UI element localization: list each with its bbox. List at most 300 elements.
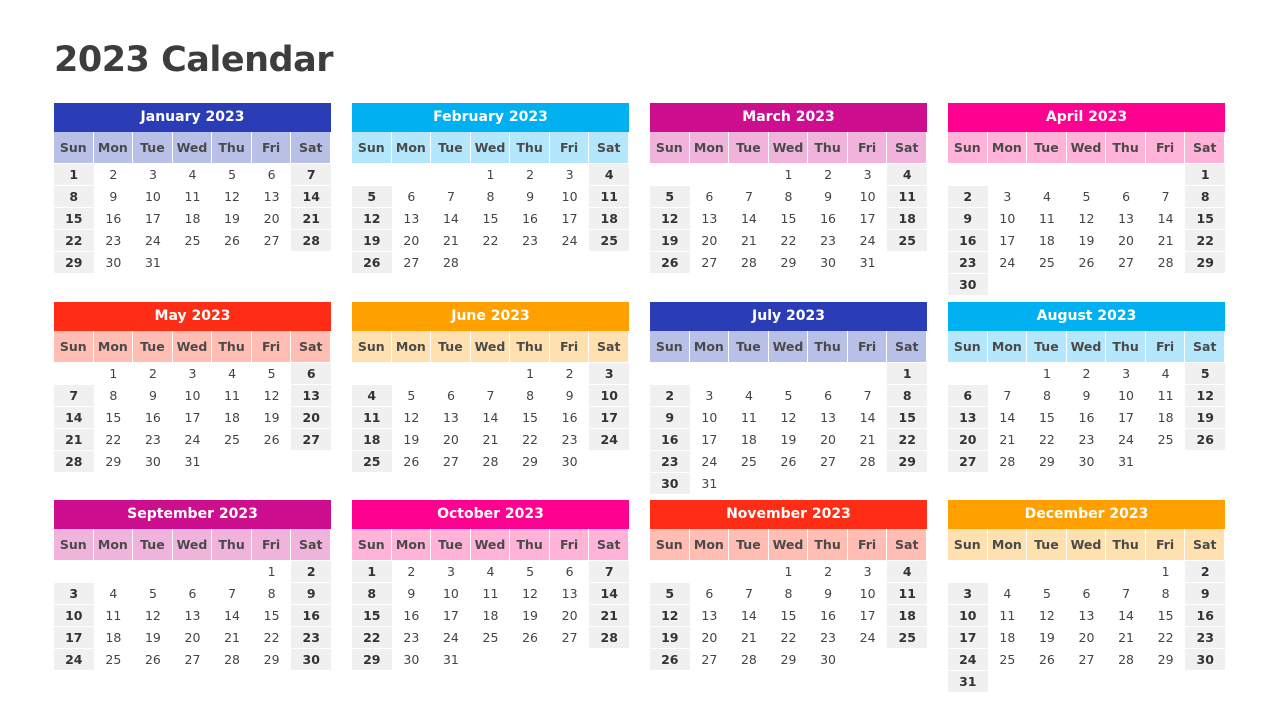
day: 14: [859, 410, 876, 425]
day: 10: [561, 189, 578, 204]
weekend-day: 13: [291, 385, 331, 407]
weekday-label: Sat: [589, 331, 629, 362]
day: 21: [442, 233, 459, 248]
day: 25: [482, 630, 499, 645]
days-grid: [54, 561, 331, 671]
day: 28: [482, 454, 499, 469]
day: 23: [561, 432, 578, 447]
day: 8: [486, 189, 495, 204]
day: 24: [701, 454, 718, 469]
weekend-day: 9: [650, 407, 690, 429]
day: 12: [780, 410, 797, 425]
weekend-day: 21: [54, 429, 94, 451]
day: 27: [701, 652, 718, 667]
day-blank: [392, 164, 432, 186]
weekend-day: 3: [54, 583, 94, 605]
weekend-day: 14: [291, 186, 331, 208]
day: 1: [267, 564, 276, 579]
days-grid: [54, 363, 331, 473]
weekend-day: 15: [352, 605, 392, 627]
day: 24: [1118, 432, 1135, 447]
day: 24: [999, 255, 1016, 270]
day: 4: [744, 388, 753, 403]
day: 8: [1042, 388, 1051, 403]
day-blank: [948, 561, 988, 583]
weekend-day: 27: [948, 451, 988, 473]
day: 15: [105, 410, 122, 425]
weekend-day: 30: [948, 274, 988, 296]
weekend-day: 5: [650, 186, 690, 208]
day: 7: [446, 189, 455, 204]
weekday-label: Fri: [550, 331, 590, 362]
day: 12: [1078, 211, 1095, 226]
month-september: [54, 500, 331, 671]
weekday-label: Tue: [729, 331, 769, 362]
day: 14: [482, 410, 499, 425]
day: 28: [999, 454, 1016, 469]
day-blank: [729, 561, 769, 583]
day-blank: [1106, 164, 1146, 186]
weekday-label: Sat: [589, 132, 629, 163]
day: 24: [184, 432, 201, 447]
day: 19: [1038, 630, 1055, 645]
weekend-day: 20: [948, 429, 988, 451]
day: 25: [224, 432, 241, 447]
day: 18: [1038, 233, 1055, 248]
day: 25: [999, 652, 1016, 667]
weekday-label: Sat: [887, 529, 927, 560]
weekend-day: 30: [291, 649, 331, 671]
weekday-label: Mon: [690, 529, 730, 560]
day: 24: [561, 233, 578, 248]
day: 4: [1003, 586, 1012, 601]
day: 1: [1042, 366, 1051, 381]
day: 21: [224, 630, 241, 645]
day: 3: [863, 167, 872, 182]
weekday-label: Sun: [650, 529, 690, 560]
weekday-label: Tue: [1027, 132, 1067, 163]
weekend-day: 22: [887, 429, 927, 451]
weekend-day: 3: [948, 583, 988, 605]
day: 2: [1082, 366, 1091, 381]
weekend-day: 7: [291, 164, 331, 186]
weekday-label: Wed: [1067, 331, 1107, 362]
weekday-label: Sat: [887, 331, 927, 362]
day: 23: [820, 630, 837, 645]
weekend-day: 21: [589, 605, 629, 627]
day: 25: [740, 454, 757, 469]
weekend-day: 28: [54, 451, 94, 473]
weekend-day: 5: [650, 583, 690, 605]
weekday-label: Fri: [550, 529, 590, 560]
day: 2: [824, 564, 833, 579]
weekday-label: Wed: [769, 132, 809, 163]
month-header: April 2023: [948, 103, 1225, 132]
weekday-label: Wed: [173, 132, 213, 163]
day: 1: [526, 366, 535, 381]
day: 21: [1118, 630, 1135, 645]
weekend-day: 24: [589, 429, 629, 451]
day: 10: [701, 410, 718, 425]
day: 17: [561, 211, 578, 226]
day: 13: [820, 410, 837, 425]
day: 17: [184, 410, 201, 425]
day: 19: [224, 211, 241, 226]
weekday-label: Mon: [392, 529, 432, 560]
weekend-day: 23: [650, 451, 690, 473]
day: 9: [824, 586, 833, 601]
weekday-label: Thu: [212, 529, 252, 560]
weekend-day: 14: [589, 583, 629, 605]
weekday-label: Tue: [1027, 529, 1067, 560]
weekend-day: 7: [589, 561, 629, 583]
day: 23: [522, 233, 539, 248]
day: 20: [184, 630, 201, 645]
day-blank: [173, 561, 213, 583]
weekend-day: 4: [589, 164, 629, 186]
weekend-day: 18: [887, 605, 927, 627]
day: 15: [1038, 410, 1055, 425]
weekday-row: [54, 132, 331, 163]
weekday-label: Mon: [988, 132, 1028, 163]
day: 8: [267, 586, 276, 601]
day: 31: [184, 454, 201, 469]
day: 3: [1122, 366, 1131, 381]
day: 7: [744, 189, 753, 204]
weekend-day: 1: [1185, 164, 1225, 186]
weekday-label: Sat: [1185, 331, 1225, 362]
weekend-day: 16: [650, 429, 690, 451]
weekend-day: 22: [352, 627, 392, 649]
weekday-label: Wed: [173, 331, 213, 362]
weekend-day: 28: [291, 230, 331, 252]
weekday-row: [948, 331, 1225, 362]
weekday-label: Thu: [1106, 331, 1146, 362]
weekday-label: Sun: [948, 132, 988, 163]
days-grid: [650, 164, 927, 274]
days-grid: [948, 164, 1225, 296]
day-blank: [352, 164, 392, 186]
day: 4: [1042, 189, 1051, 204]
weekday-row: [54, 529, 331, 560]
day: 21: [740, 630, 757, 645]
month-header: January 2023: [54, 103, 331, 132]
weekend-day: 3: [589, 363, 629, 385]
day: 3: [148, 167, 157, 182]
weekend-day: 11: [887, 186, 927, 208]
weekend-day: 16: [291, 605, 331, 627]
day: 4: [109, 586, 118, 601]
weekday-label: Fri: [848, 529, 888, 560]
day: 27: [820, 454, 837, 469]
day: 6: [446, 388, 455, 403]
day: 19: [263, 410, 280, 425]
day: 15: [1157, 608, 1174, 623]
weekend-day: 30: [1185, 649, 1225, 671]
day: 6: [1122, 189, 1131, 204]
day-blank: [54, 363, 94, 385]
day-blank: [650, 164, 690, 186]
weekday-label: Sun: [352, 331, 392, 362]
day: 5: [148, 586, 157, 601]
day: 15: [780, 211, 797, 226]
weekend-day: 5: [1185, 363, 1225, 385]
weekend-day: 14: [54, 407, 94, 429]
day: 14: [1157, 211, 1174, 226]
day: 17: [701, 432, 718, 447]
weekday-label: Wed: [1067, 529, 1107, 560]
weekend-day: 6: [948, 385, 988, 407]
weekday-label: Thu: [212, 331, 252, 362]
day: 1: [784, 167, 793, 182]
day: 2: [824, 167, 833, 182]
day: 16: [820, 211, 837, 226]
day: 16: [105, 211, 122, 226]
weekend-day: 10: [948, 605, 988, 627]
weekday-label: Wed: [173, 529, 213, 560]
month-header: August 2023: [948, 302, 1225, 331]
month-april: [948, 103, 1225, 296]
weekend-day: 9: [291, 583, 331, 605]
weekday-label: Sat: [1185, 529, 1225, 560]
month-header: March 2023: [650, 103, 927, 132]
day: 20: [263, 211, 280, 226]
day: 20: [1078, 630, 1095, 645]
weekday-row: [948, 132, 1225, 163]
day: 26: [780, 454, 797, 469]
day: 29: [780, 255, 797, 270]
day: 8: [526, 388, 535, 403]
day: 27: [442, 454, 459, 469]
day: 20: [701, 233, 718, 248]
weekend-day: 25: [887, 627, 927, 649]
day: 30: [561, 454, 578, 469]
day: 3: [863, 564, 872, 579]
day: 21: [740, 233, 757, 248]
day: 11: [1038, 211, 1055, 226]
weekday-label: Wed: [769, 331, 809, 362]
day: 18: [105, 630, 122, 645]
day: 13: [184, 608, 201, 623]
weekend-day: 12: [650, 605, 690, 627]
day: 9: [148, 388, 157, 403]
day: 6: [267, 167, 276, 182]
day: 26: [224, 233, 241, 248]
day: 29: [263, 652, 280, 667]
days-grid: [352, 561, 629, 671]
day: 29: [522, 454, 539, 469]
weekend-day: 9: [948, 208, 988, 230]
weekend-day: 1: [54, 164, 94, 186]
day: 17: [999, 233, 1016, 248]
weekday-row: [54, 331, 331, 362]
weekend-day: 19: [650, 230, 690, 252]
days-grid: [352, 164, 629, 274]
weekday-row: [650, 529, 927, 560]
weekend-day: 18: [589, 208, 629, 230]
day: 18: [1157, 410, 1174, 425]
weekday-label: Tue: [1027, 331, 1067, 362]
day: 25: [1038, 255, 1055, 270]
weekend-day: 17: [589, 407, 629, 429]
day: 13: [263, 189, 280, 204]
day: 12: [224, 189, 241, 204]
day: 13: [701, 608, 718, 623]
day: 20: [403, 233, 420, 248]
weekend-day: 15: [887, 407, 927, 429]
day: 18: [224, 410, 241, 425]
days-grid: [948, 561, 1225, 693]
day: 3: [446, 564, 455, 579]
day: 28: [1157, 255, 1174, 270]
weekday-row: [352, 529, 629, 560]
weekend-day: 26: [650, 252, 690, 274]
weekend-day: 23: [1185, 627, 1225, 649]
day: 9: [1082, 388, 1091, 403]
weekday-label: Sun: [54, 331, 94, 362]
day: 2: [407, 564, 416, 579]
day: 20: [820, 432, 837, 447]
weekday-label: Mon: [392, 132, 432, 163]
weekday-label: Fri: [1146, 132, 1186, 163]
days-grid: [352, 363, 629, 473]
day: 4: [228, 366, 237, 381]
weekday-label: Tue: [133, 132, 173, 163]
day: 19: [522, 608, 539, 623]
weekend-day: 2: [291, 561, 331, 583]
month-header: October 2023: [352, 500, 629, 529]
weekday-label: Mon: [988, 529, 1028, 560]
weekday-label: Thu: [510, 132, 550, 163]
day: 30: [820, 255, 837, 270]
day: 7: [863, 388, 872, 403]
day: 13: [442, 410, 459, 425]
day: 20: [1118, 233, 1135, 248]
day: 18: [184, 211, 201, 226]
day: 17: [144, 211, 161, 226]
day: 14: [999, 410, 1016, 425]
weekend-day: 12: [650, 208, 690, 230]
day-blank: [1067, 561, 1107, 583]
day: 13: [403, 211, 420, 226]
weekend-day: 8: [1185, 186, 1225, 208]
weekend-day: 2: [650, 385, 690, 407]
weekday-label: Tue: [431, 529, 471, 560]
weekday-label: Fri: [252, 132, 292, 163]
weekday-label: Thu: [1106, 132, 1146, 163]
weekend-day: 31: [948, 671, 988, 693]
day-blank: [352, 363, 392, 385]
day: 24: [859, 630, 876, 645]
day: 12: [403, 410, 420, 425]
weekday-label: Wed: [769, 529, 809, 560]
weekday-label: Wed: [471, 331, 511, 362]
weekend-day: 5: [352, 186, 392, 208]
weekend-day: 16: [948, 230, 988, 252]
day: 26: [263, 432, 280, 447]
days-grid: [54, 164, 331, 274]
weekend-day: 25: [887, 230, 927, 252]
days-grid: [948, 363, 1225, 473]
weekday-label: Mon: [94, 331, 134, 362]
day: 24: [144, 233, 161, 248]
weekend-day: 12: [352, 208, 392, 230]
day: 23: [820, 233, 837, 248]
day: 11: [999, 608, 1016, 623]
month-header: September 2023: [54, 500, 331, 529]
day: 12: [263, 388, 280, 403]
weekend-day: 8: [352, 583, 392, 605]
day: 12: [1038, 608, 1055, 623]
weekday-label: Tue: [133, 331, 173, 362]
day: 13: [1118, 211, 1135, 226]
day: 30: [820, 652, 837, 667]
day: 16: [144, 410, 161, 425]
weekend-day: 25: [352, 451, 392, 473]
day: 29: [1157, 652, 1174, 667]
day: 27: [263, 233, 280, 248]
day: 9: [526, 189, 535, 204]
weekend-day: 13: [948, 407, 988, 429]
weekend-day: 4: [887, 164, 927, 186]
weekend-day: 11: [887, 583, 927, 605]
day-blank: [690, 561, 730, 583]
day: 22: [482, 233, 499, 248]
day: 21: [1157, 233, 1174, 248]
day: 30: [403, 652, 420, 667]
weekend-day: 2: [1185, 561, 1225, 583]
weekday-label: Fri: [252, 529, 292, 560]
month-header: February 2023: [352, 103, 629, 132]
day: 27: [701, 255, 718, 270]
day-blank: [848, 363, 888, 385]
month-october: [352, 500, 629, 671]
day-blank: [1106, 561, 1146, 583]
day: 30: [144, 454, 161, 469]
weekday-label: Wed: [471, 529, 511, 560]
weekday-label: Fri: [252, 331, 292, 362]
day: 6: [565, 564, 574, 579]
weekend-day: 20: [291, 407, 331, 429]
day: 20: [701, 630, 718, 645]
day: 31: [144, 255, 161, 270]
weekend-day: 19: [352, 230, 392, 252]
day-blank: [948, 363, 988, 385]
day-blank: [133, 561, 173, 583]
day: 12: [144, 608, 161, 623]
day: 7: [486, 388, 495, 403]
day: 2: [565, 366, 574, 381]
weekday-label: Wed: [1067, 132, 1107, 163]
day: 2: [148, 366, 157, 381]
day: 31: [442, 652, 459, 667]
weekday-label: Sun: [352, 529, 392, 560]
day: 1: [784, 564, 793, 579]
day: 11: [184, 189, 201, 204]
month-header: June 2023: [352, 302, 629, 331]
weekday-row: [948, 529, 1225, 560]
day: 17: [442, 608, 459, 623]
day: 30: [1078, 454, 1095, 469]
month-july: [650, 302, 927, 495]
month-may: [54, 302, 331, 473]
day: 31: [701, 476, 718, 491]
day: 3: [188, 366, 197, 381]
day: 22: [1038, 432, 1055, 447]
day-blank: [808, 363, 848, 385]
weekend-day: 26: [1185, 429, 1225, 451]
day: 2: [109, 167, 118, 182]
